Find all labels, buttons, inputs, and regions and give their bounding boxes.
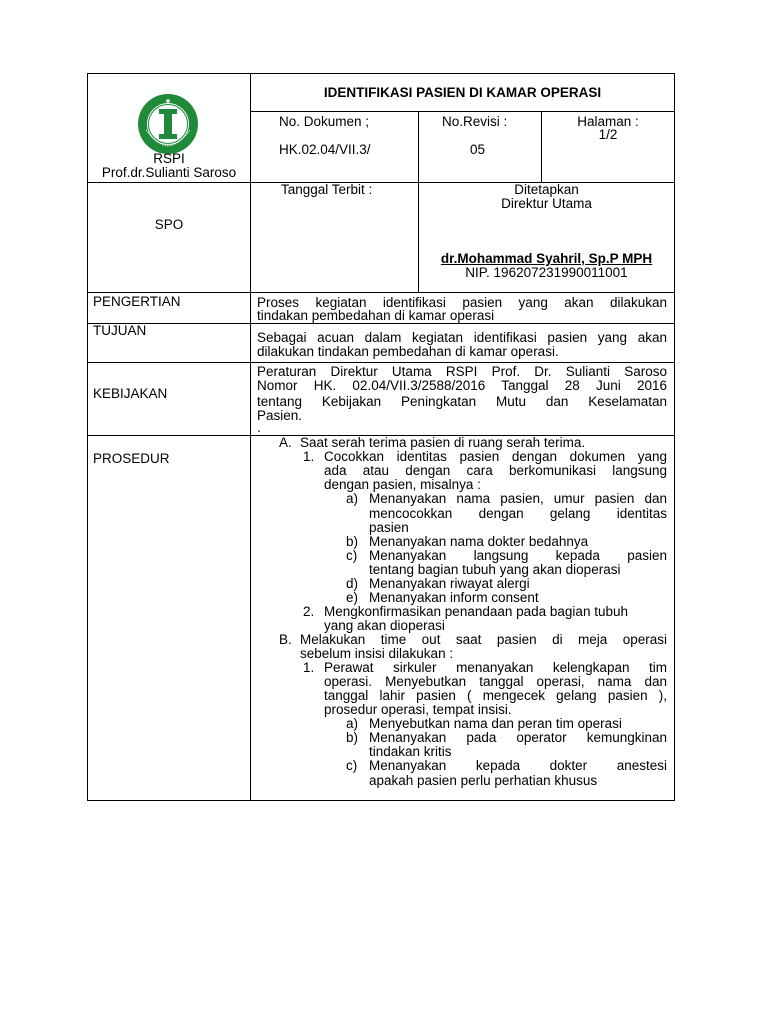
procedure-step: pasien [369,520,409,535]
procedure-step: apakah pasien perlu perhatian khusus [369,773,598,788]
pengertian-line: tindakan pembedahan di kamar operasi [257,308,495,323]
page-label: Halaman : [577,114,639,129]
procedure-step: Menanyakan pada operator kemungkinan [369,730,667,745]
director-nip: NIP. 196207231990011001 [465,265,628,280]
procedure-step: dengan pasien, misalnya : [324,477,481,492]
director-name: dr.Mohammad Syahril, Sp.P MPH [440,251,653,266]
approved-line-2: Direktur Utama [501,196,592,211]
kebijakan-label: KEBIJAKAN [93,386,168,401]
doc-number-label: No. Dokumen ; [279,114,370,129]
tujuan-text-line [250,362,675,363]
procedure-step: tentang bagian tubuh yang akan dioperasi [369,562,621,577]
list-marker: A. [279,435,292,450]
doc-number-value: HK.02.04/VII.3/ [279,142,371,157]
procedure-step: Menyebutkan nama dan peran tim operasi [369,716,622,731]
tujuan-label: TUJUAN [93,323,147,338]
procedure-step: Mengkonfirmasikan penandaan pada bagian tubuh [324,604,628,619]
procedure-step: mencocokkan dengan gelang identitas [369,506,667,521]
hospital-short-name: RSPI [153,151,185,166]
kebijakan-line: Peraturan Direktur Utama RSPI Prof. Dr. Sulianti Saroso [257,364,667,379]
procedure-step: Menanyakan inform consent [369,590,539,605]
list-marker: b) [346,534,359,549]
list-marker: d) [346,576,359,591]
procedure-step: Menanyakan riwayat alergi [369,576,530,591]
procedure-step: operasi. Menyebutkan tanggal operasi, nama dan [324,674,667,689]
title-row-line [250,111,675,112]
list-marker: b) [346,730,359,745]
procedure-step: Menanyakan langsung kepada pasien [369,548,667,563]
approved-line-1: Ditetapkan [514,182,579,197]
list-marker: a) [346,491,359,506]
procedure-step: Melakukan time out saat pasien di meja operasi [300,632,667,647]
procedure-step: Saat serah terima pasien di ruang serah terima. [300,435,586,450]
list-marker: B. [279,632,292,647]
hospital-full-name: Prof.dr.Sulianti Saroso [101,165,237,180]
revision-label: No.Revisi : [442,114,508,129]
kebijakan-line: . [257,420,261,435]
list-marker: c) [346,548,358,563]
procedure-step: Menanyakan kepada dokter anestesi [369,758,667,773]
revision-value: 05 [470,142,486,157]
spo-row-line [87,292,675,293]
procedure-step: Perawat sirkuler menanyakan kelengkapan tim [324,660,667,675]
kebijakan-line: tentang Kebijakan Peningkatan Mutu dan Keselamatan [257,394,667,409]
tujuan-line: dilakukan tindakan pembedahan di kamar operasi. [257,344,559,359]
list-marker: a) [346,716,359,731]
procedure-step: sebelum insisi dilakukan : [300,646,454,661]
table-border-bottom [87,800,675,801]
issue-date-label: Tanggal Terbit : [281,182,373,197]
procedure-step: tanggal lahir pasien ( mengecek gelang pasien ), [324,688,667,703]
tujuan-row-line [87,362,251,363]
procedure-step: ada atau dengan cara berkomunikasi langsung [324,463,667,478]
prosedur-label: PROSEDUR [93,451,170,466]
hospital-logo-icon [137,93,199,155]
procedure-step: Menanyakan nama pasien, umur pasien dan [369,491,667,506]
kebijakan-line: Nomor HK. 02.04/VII.3/2588/2016 Tanggal 28 Juni 2016 [257,378,667,393]
list-marker: 1. [303,449,315,464]
list-marker: 2. [303,604,315,619]
document-title: IDENTIFIKASI PASIEN DI KAMAR OPERASI [323,85,602,100]
procedure-step: prosedur operasi, tempat insisi. [324,702,512,717]
tujuan-line: Sebagai acuan dalam kegiatan identifikasi pasien yang akan [257,330,667,345]
page-value: 1/2 [598,127,618,142]
pengertian-label: PENGERTIAN [93,294,181,309]
kebijakan-line: Pasien. [257,408,303,423]
list-marker: 1. [303,660,315,675]
spo-label: SPO [154,217,184,232]
procedure-step: tindakan kritis [369,744,452,759]
procedure-step: Menanyakan nama dokter bedahnya [369,534,589,549]
list-marker: e) [346,590,359,605]
procedure-step: yang akan dioperasi [324,618,445,633]
pengertian-line: Proses kegiatan identifikasi pasien yang akan dilakukan [257,295,667,310]
list-marker: c) [346,758,358,773]
kebijakan-row-line [87,435,251,436]
table-border-top [87,73,675,74]
procedure-step: Cocokkan identitas pasien dengan dokumen yang [324,449,667,464]
pengertian-text-line [250,323,675,324]
